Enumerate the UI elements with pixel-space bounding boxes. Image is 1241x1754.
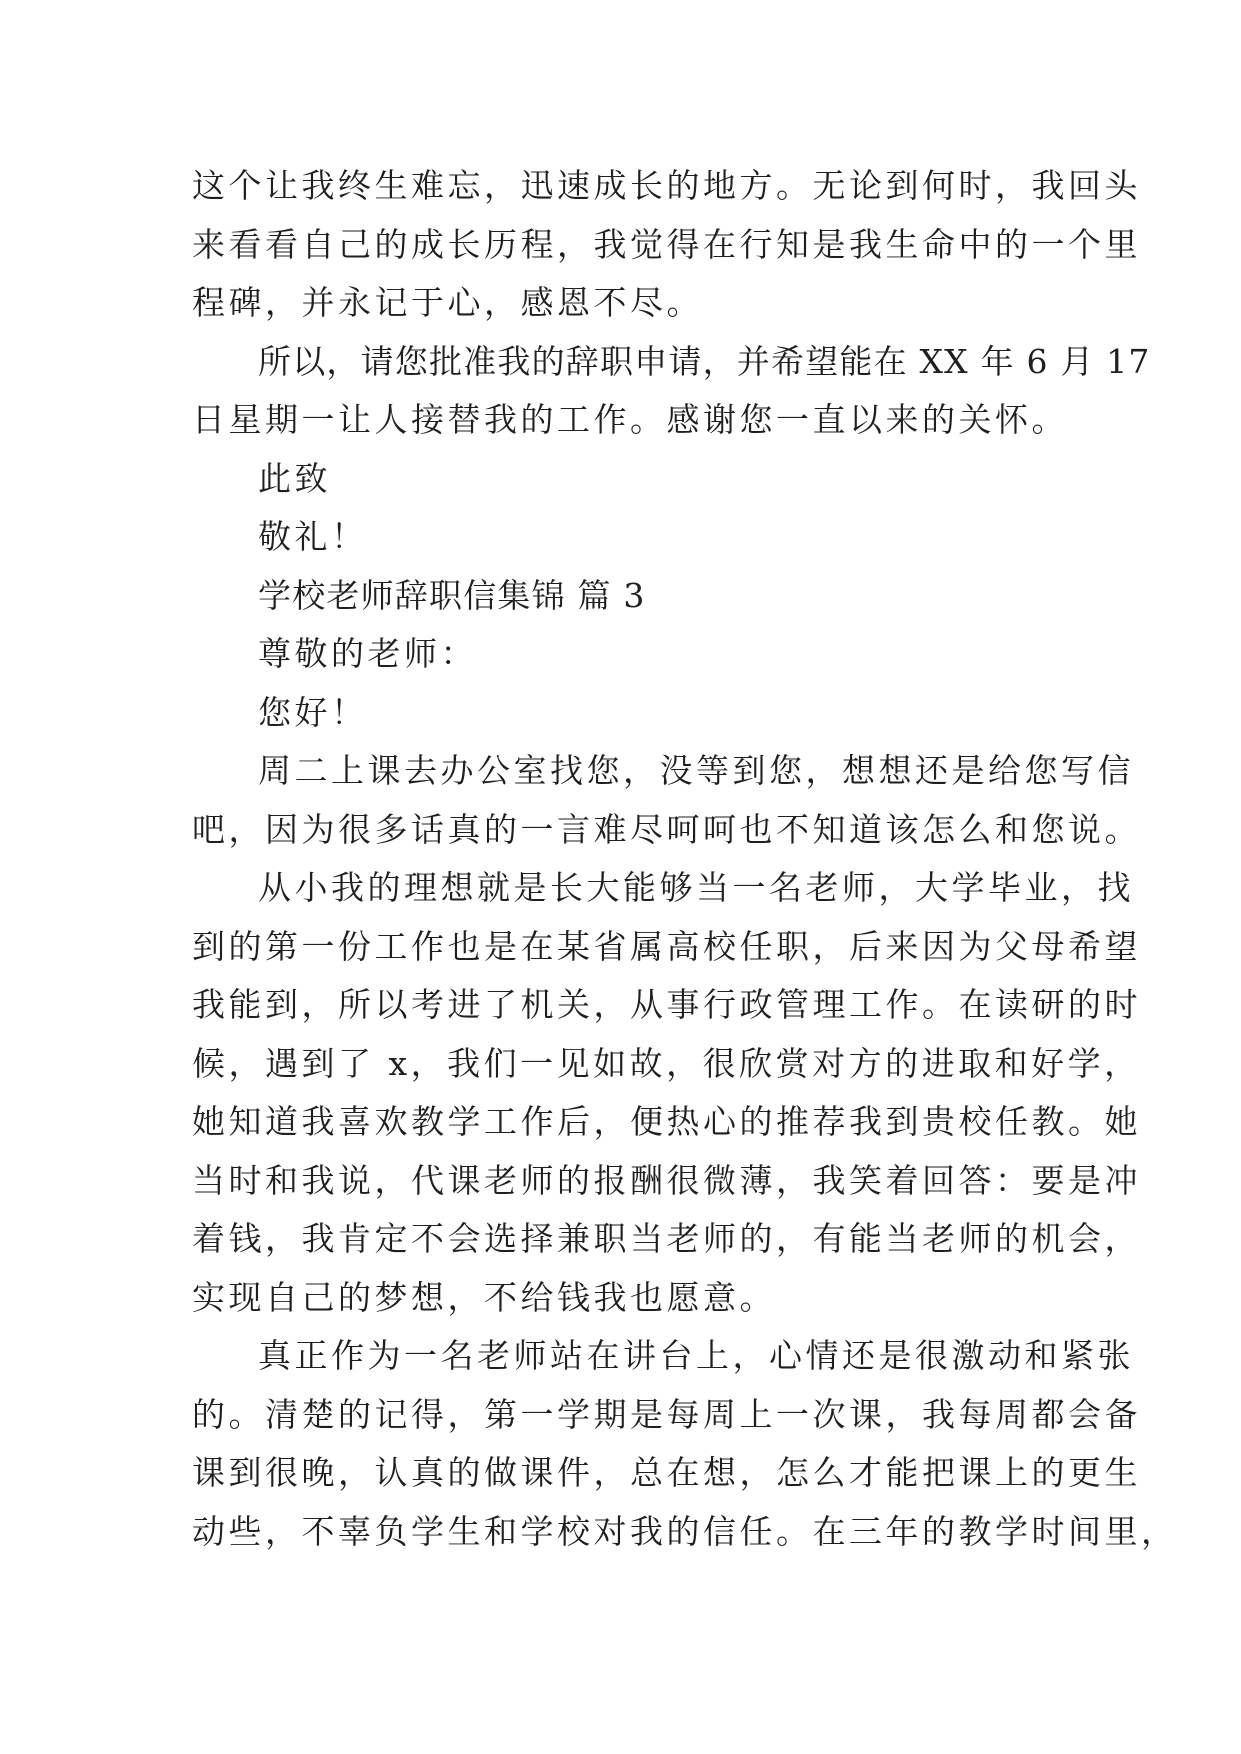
text-line: 我能到，所以考进了机关，从事行政管理工作。在读研的时 [192, 985, 1141, 1024]
text-line: 来看看自己的成长历程，我觉得在行知是我生命中的一个里 [192, 224, 1141, 264]
text-line: 课到很晚，认真的做课件，总在想，怎么才能把课上的更生 [192, 1453, 1141, 1492]
text-line: 当时和我说，代课老师的报酬很微薄，我笑着回答：要是冲 [192, 1160, 1141, 1200]
text-line: 所以，请您批准我的辞职申请，并希望能在 XX 年 6 月 17 [258, 341, 1151, 381]
closing-regards: 敬礼！ [258, 517, 368, 556]
greeting-hello: 您好！ [258, 692, 368, 732]
text-line: 真正作为一名老师站在讲台上，心情还是很激动和紧张 [258, 1336, 1134, 1375]
text-line: 吧，因为很多话真的一言难尽呵呵也不知道该怎么和您说。 [192, 809, 1141, 849]
greeting-addressee: 尊敬的老师： [258, 634, 477, 673]
closing-salutation: 此致 [258, 458, 331, 498]
text-line: 动些，不辜负学生和学校对我的信任。在三年的教学时间里， [192, 1511, 1178, 1551]
document-body [192, 157, 1178, 1561]
text-line: 着钱，我肯定不会选择兼职当老师的，有能当老师的机会， [192, 1219, 1141, 1258]
section-heading: 学校老师辞职信集锦 篇 3 [258, 575, 646, 615]
text-line: 这个让我终生难忘，迅速成长的地方。无论到何时，我回头 [192, 166, 1141, 205]
text-line: 日星期一让人接替我的工作。感谢您一直以来的关怀。 [192, 400, 1068, 439]
text-line: 到的第一份工作也是在某省属高校任职，后来因为父母希望 [192, 926, 1141, 966]
text-line: 程碑，并永记于心，感恩不尽。 [192, 283, 703, 322]
text-line: 她知道我喜欢教学工作后，便热心的推荐我到贵校任教。她 [192, 1102, 1141, 1141]
text-line: 的。清楚的记得，第一学期是每周上一次课，我每周都会备 [192, 1394, 1141, 1434]
text-line: 实现自己的梦想，不给钱我也愿意。 [192, 1277, 776, 1317]
text-line: 从小我的理想就是长大能够当一名老师，大学毕业，找 [258, 868, 1134, 907]
text-line: 候，遇到了 x，我们一见如故，很欣赏对方的进取和好学， [192, 1043, 1141, 1083]
text-line: 周二上课去办公室找您，没等到您，想想还是给您写信 [258, 751, 1134, 790]
